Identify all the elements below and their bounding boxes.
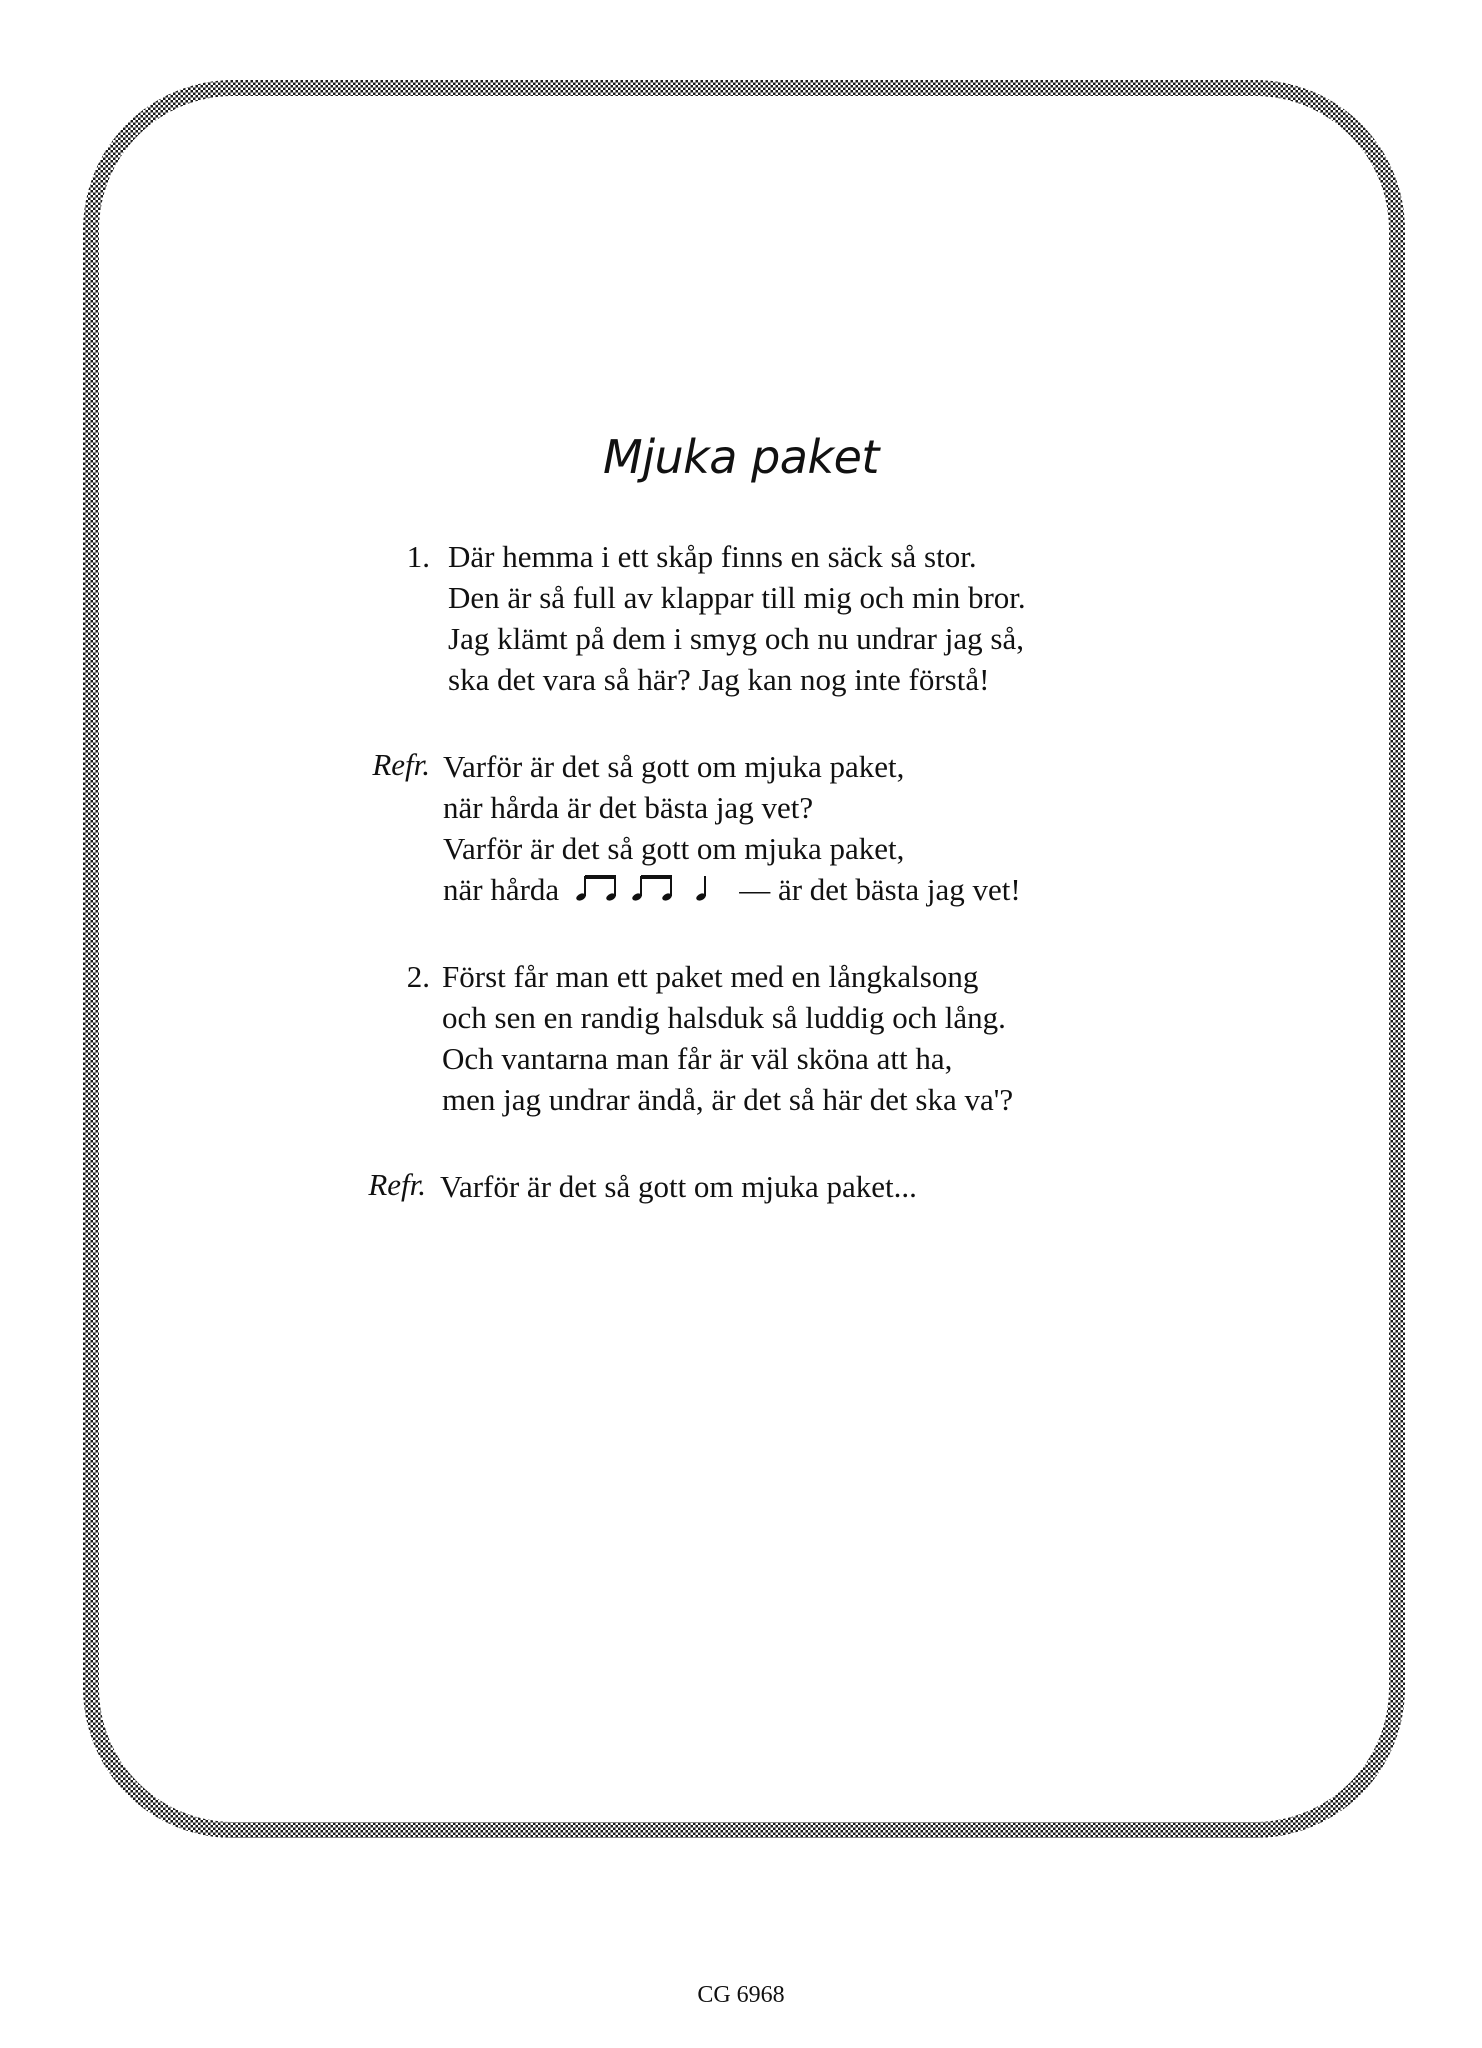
refrain-label: Refr. xyxy=(372,747,430,782)
refrain-label: Refr. xyxy=(368,1167,426,1202)
rhythm-notes-icon xyxy=(575,871,725,912)
verse-line: men jag undrar ändå, är det så här det ska va'? xyxy=(442,1082,1014,1117)
verse-line: Jag klämt på dem i smyg och nu undrar jag så, xyxy=(448,621,1024,656)
refrain-line: när hårda är det bästa jag vet? xyxy=(443,790,814,825)
verse-line: Den är så full av klappar till mig och min bror. xyxy=(448,580,1026,615)
verse-line: och sen en randig halsduk så luddig och lång. xyxy=(442,1000,1006,1035)
refrain-line-start: när hårda xyxy=(443,872,560,907)
verse-number: 1. xyxy=(406,539,430,574)
song-title: Mjuka paket xyxy=(603,430,879,484)
refrain-line: Varför är det så gott om mjuka paket, xyxy=(443,831,905,866)
catalog-number: CG 6968 xyxy=(697,1982,785,2008)
refrain-line-with-rhythm xyxy=(443,869,1143,912)
verse-lines xyxy=(442,956,1142,1120)
verse-line: Där hemma i ett skåp finns en säck så stor. xyxy=(448,539,977,574)
verse-line: Först får man ett paket med en långkalsong xyxy=(442,959,979,994)
verse-number: 2. xyxy=(406,959,430,994)
refrain-line-end: — är det bästa jag vet! xyxy=(739,872,1021,907)
refrain-lines xyxy=(440,1166,1140,1207)
refrain-lines xyxy=(443,746,1143,912)
refrain-line: Varför är det så gott om mjuka paket, xyxy=(443,749,905,784)
verse-line: Och vantarna man får är väl sköna att ha, xyxy=(442,1041,953,1076)
verse-lines xyxy=(448,536,1148,700)
refrain-line: Varför är det så gott om mjuka paket... xyxy=(440,1169,917,1204)
verse-line: ska det vara så här? Jag kan nog inte förstå! xyxy=(448,662,990,697)
